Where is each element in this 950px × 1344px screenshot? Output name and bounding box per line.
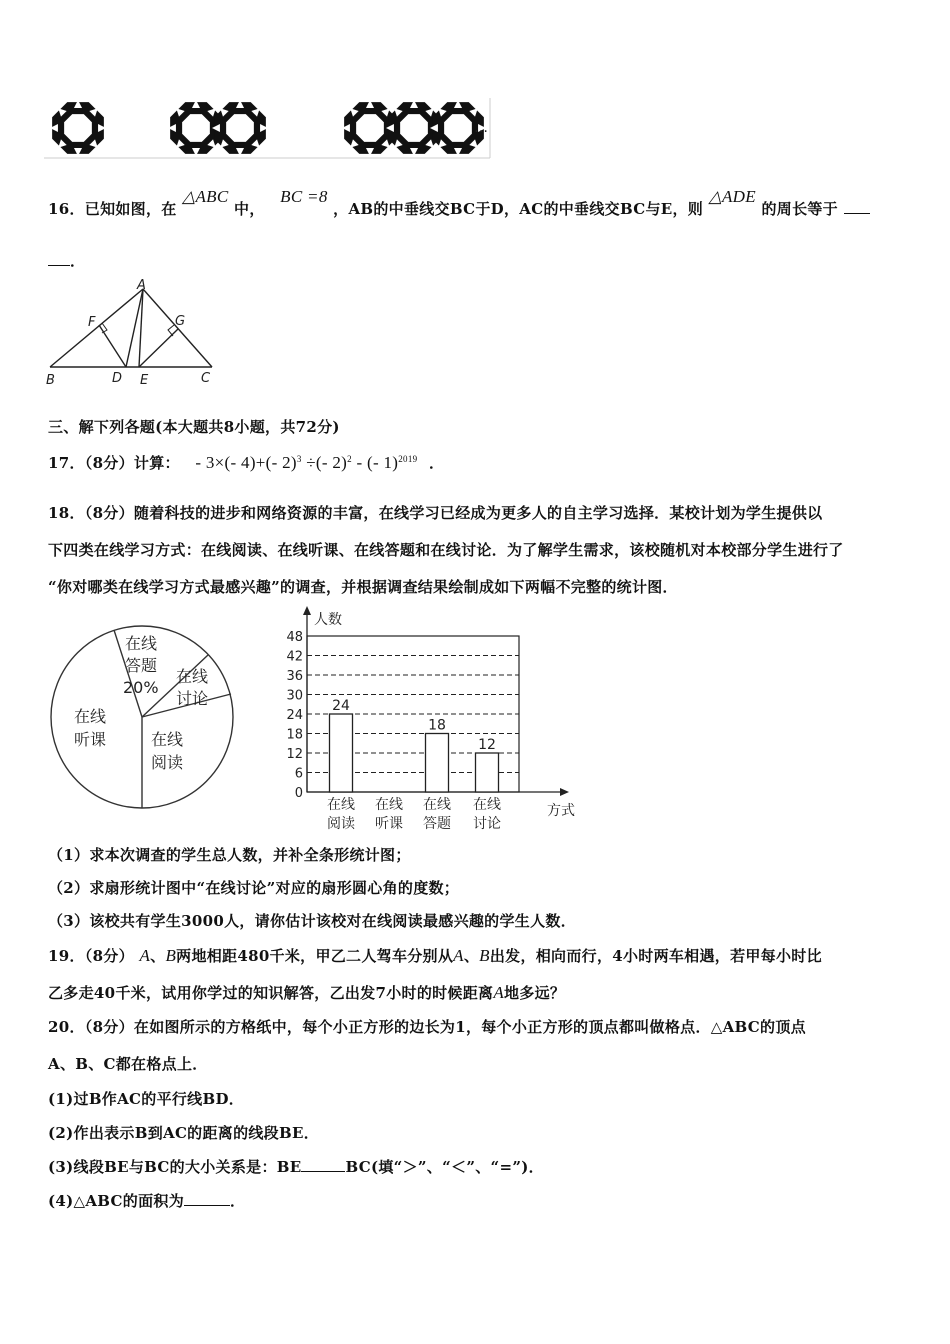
ring-hole	[64, 114, 92, 142]
bar-chart	[278, 604, 584, 832]
q20-sub4	[48, 1190, 245, 1211]
y-tick-label: 12	[286, 747, 303, 762]
y-tick-label: 6	[294, 766, 303, 782]
bar-data-label: 12	[478, 737, 496, 753]
y-tick-label: 30	[286, 688, 303, 704]
q16-blank	[844, 198, 870, 214]
q18-line3: “你对哪类在线学习方式最感兴趣”的调查，并根据调查结果绘制成如下两幅不完整的统计图．	[48, 578, 678, 596]
label-c: C	[201, 371, 211, 386]
q16-number-text: 16．已知如图，在	[48, 200, 177, 218]
q16-bc-eq: BC =8	[280, 187, 328, 206]
q18-sub3: （3）该校共有学生3000人，请你估计该校对在线阅读最感兴趣的学生人数．	[48, 912, 576, 930]
q17-end: ．	[428, 454, 445, 472]
q20-sub4-a: (4)△ABC的面积为	[48, 1192, 185, 1210]
q16-blank-cont	[48, 250, 70, 266]
x-tick-label-line1: 在线	[423, 797, 451, 813]
q20-sub3-b: BC(填“＞”、“＜”、“=”)．	[345, 1158, 544, 1176]
pie-listen-l1: 在线	[74, 707, 107, 726]
q16-end: ．	[70, 252, 86, 270]
q16-triangle-ade: △ADE	[708, 187, 756, 206]
q20-sub3-blank	[301, 1156, 345, 1172]
label-e: E	[140, 373, 149, 388]
x-tick-label-line1: 在线	[327, 797, 355, 813]
q19-line1	[48, 945, 822, 966]
q17-expr-2: ÷(- 2)	[301, 453, 348, 472]
y-axis-title: 人数	[314, 612, 342, 628]
pie-read-l1: 在线	[151, 730, 184, 749]
q19-sep2: 、	[463, 947, 480, 965]
q19-text2: 出发，相向而行，4小时两车相遇，若甲每小时比	[489, 947, 822, 965]
y-tick-label: 42	[286, 649, 303, 665]
x-tick-label-line1: 在线	[473, 797, 501, 813]
q17-exp-1: 3	[296, 454, 302, 464]
q17-exp-3: 2019	[398, 454, 418, 464]
ring-hole	[226, 114, 254, 142]
pie-read-l2: 阅读	[151, 753, 184, 772]
x-tick-label-line2: 听课	[375, 816, 403, 832]
q18-sub1: （1）求本次调查的学生总人数，并补全条形统计图；	[48, 846, 411, 864]
pie-chart	[48, 622, 238, 812]
x-axis-title: 方式	[547, 803, 575, 819]
ring-pattern-figure	[44, 96, 492, 162]
q19-text1: 两地相距480千米，甲乙二人驾车分别从	[176, 947, 454, 965]
pie-answer-l1: 在线	[125, 634, 158, 653]
q16-text: ，AB的中垂线交BC于D，AC的中垂线交BC与E，则	[333, 200, 704, 218]
q20-sub3-a: (3)线段BE与BC的大小关系是：BE	[48, 1158, 302, 1176]
q20-line1: 20．（8分）在如图所示的方格纸中，每个小正方形的边长为1，每个小正方形的顶点都叫做格点．△ABC的顶点	[48, 1018, 806, 1036]
q19-a2: A	[453, 946, 464, 965]
q20-line2: A、B、C都在格点上．	[48, 1055, 208, 1073]
q19-line2	[48, 982, 565, 1003]
q16-line2	[48, 250, 85, 271]
label-b: B	[46, 373, 55, 388]
bar	[426, 734, 449, 793]
pie-discuss-l2: 讨论	[176, 689, 209, 708]
q20-sub2: (2)作出表示B到AC的距离的线段BE．	[48, 1124, 319, 1142]
pie-answer-l2: 答题	[125, 656, 158, 675]
label-d: D	[112, 371, 123, 386]
q19-sep1: 、	[150, 947, 166, 965]
y-tick-label: 36	[286, 669, 303, 684]
q20-sub4-b: ．	[230, 1192, 246, 1210]
q19-a1: A	[139, 946, 151, 965]
q16-tail: 的周长等于	[761, 200, 838, 218]
x-tick-label-line1: 在线	[375, 797, 403, 813]
q19-b1: B	[165, 946, 177, 965]
y-tick-label: 18	[286, 727, 303, 743]
x-tick-label-line2: 讨论	[473, 816, 501, 832]
label-g: G	[175, 314, 186, 329]
q17-line	[48, 452, 444, 473]
y-tick-label: 48	[286, 630, 303, 645]
q17-expr-1: - 3×(- 4)+(- 2)	[195, 453, 297, 472]
bar	[330, 714, 353, 792]
bar	[476, 753, 499, 792]
q16-line	[48, 187, 870, 219]
q19-number: 19．（8分）	[48, 947, 134, 965]
q17-exp-2: 2	[347, 454, 352, 464]
q20-sub3	[48, 1156, 544, 1177]
q18-sub2: （2）求扇形统计图中“在线讨论”对应的扇形圆心角的度数；	[48, 879, 460, 897]
section3-title: 三、解下列各题(本大题共8小题，共72分)	[48, 418, 340, 436]
q17-number: 17．（8分）计算：	[48, 454, 180, 472]
y-axis-arrow	[303, 606, 311, 615]
pie-listen-l2: 听课	[74, 730, 107, 749]
q19-text4: 地多远？	[504, 984, 566, 1002]
ring-hole	[356, 114, 384, 142]
y-tick-label: 24	[286, 708, 303, 723]
q20-sub1: (1)过B作AC的平行线BD．	[48, 1090, 245, 1108]
bar-data-label: 18	[428, 717, 446, 734]
x-tick-label-line2: 答题	[423, 816, 451, 832]
q19-a3: A	[493, 983, 505, 1002]
ring-hole	[400, 114, 428, 142]
y-tick-label: 0	[294, 786, 303, 801]
pie-discuss-l1: 在线	[176, 667, 209, 686]
bar-data-label: 24	[332, 698, 350, 714]
q16-triangle-abc: △ABC	[182, 187, 229, 206]
ring-pattern-shapes	[50, 100, 486, 156]
q18-line1: 18．（8分）随着科技的进步和网络资源的丰富，在线学习已经成为更多人的自主学习选择．某校计划为学生提供以	[48, 504, 823, 522]
ring-hole	[444, 114, 472, 142]
label-a: A	[137, 278, 146, 293]
q18-line2: 下四类在线学习方式：在线阅读、在线听课、在线答题和在线讨论．为了解学生需求，该校随机对本校部分学生进行了	[48, 541, 844, 559]
q16-triangle-figure	[40, 278, 222, 390]
perp-fd	[99, 325, 126, 367]
q16-zhong: 中，	[234, 200, 265, 218]
label-f: F	[88, 315, 96, 330]
pattern-ellipsis: …	[474, 120, 488, 136]
q17-expr-3: - (- 1)	[351, 453, 399, 472]
q19-b2: B	[479, 946, 490, 965]
q19-text3: 乙多走40千米，试用你学过的知识解答，乙出发7小时的时候距离	[48, 984, 494, 1002]
x-axis-arrow	[560, 788, 569, 796]
pie-answer-pct: 20%	[123, 678, 159, 697]
x-tick-label-line2: 阅读	[327, 816, 355, 832]
q20-sub4-blank	[184, 1190, 230, 1206]
ring-hole	[182, 114, 210, 142]
